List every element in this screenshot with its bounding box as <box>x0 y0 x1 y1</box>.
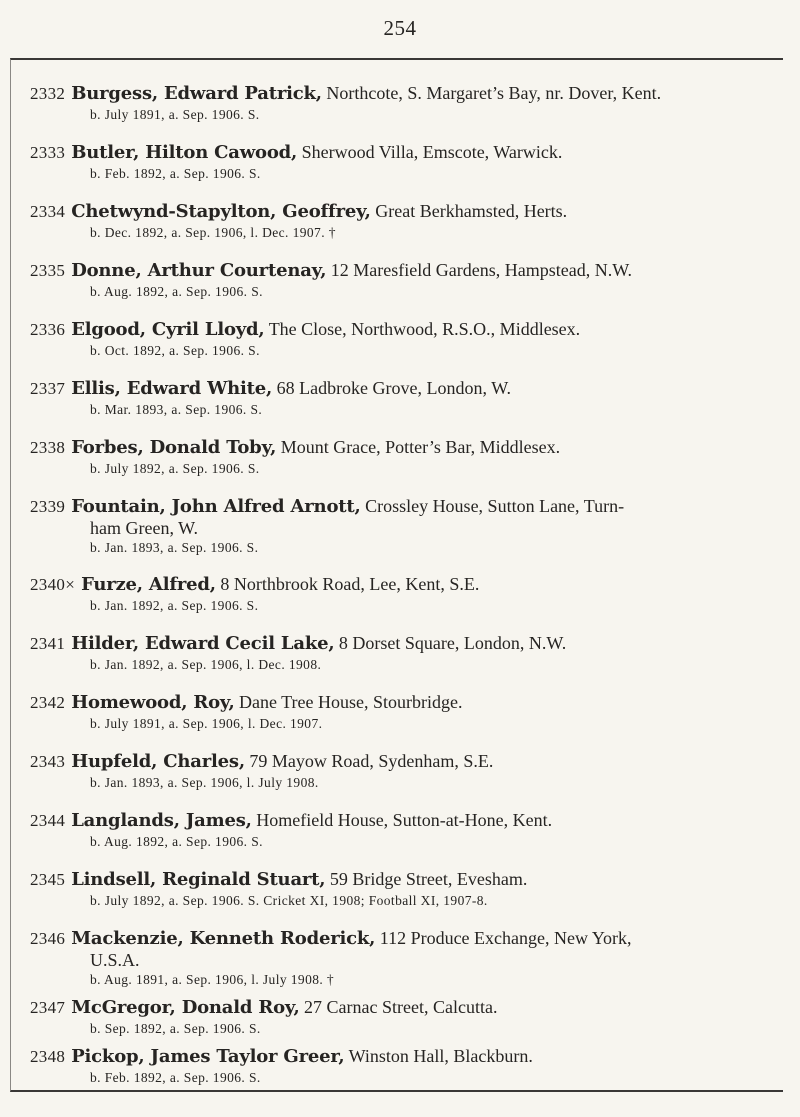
entry-number: 2346 <box>30 929 66 948</box>
entry-address: Crossley House, Sutton Lane, Turn- <box>360 496 625 516</box>
entry-name: Burgess, Edward Patrick, <box>71 83 322 104</box>
entry-address: 27 Carnac Street, Calcutta. <box>299 997 498 1017</box>
entry-address: Winston Hall, Blackburn. <box>344 1046 533 1066</box>
entry-details: b. Jan. 1893, a. Sep. 1906. S. <box>90 540 259 555</box>
register-entry <box>30 141 770 184</box>
entry-number: 2338 <box>30 438 66 457</box>
entry-number: 2333 <box>30 143 66 162</box>
entry-details: b. Aug. 1892, a. Sep. 1906. S. <box>90 834 263 849</box>
entry-details: b. July 1891, a. Sep. 1906. S. <box>90 107 260 122</box>
entry-details: b. Feb. 1892, a. Sep. 1906. S. <box>90 1070 261 1085</box>
register-entry <box>30 200 770 243</box>
entry-number: 2337 <box>30 379 66 398</box>
entry-address: Northcote, S. Margaret’s Bay, nr. Dover, Kent. <box>321 83 662 103</box>
entry-number: 2342 <box>30 693 66 712</box>
entry-number: 2347 <box>30 998 66 1017</box>
entry-address: 79 Mayow Road, Sydenham, S.E. <box>244 751 494 771</box>
entry-details: b. Dec. 1892, a. Sep. 1906, l. Dec. 1907. † <box>90 225 336 240</box>
entry-details: b. Aug. 1892, a. Sep. 1906. S. <box>90 284 263 299</box>
entry-address: Homefield House, Sutton-at-Hone, Kent. <box>251 810 553 830</box>
entry-name: Hupfeld, Charles, <box>71 751 245 772</box>
entry-details: b. Jan. 1892, a. Sep. 1906, l. Dec. 1908. <box>90 657 322 672</box>
entry-name: Butler, Hilton Cawood, <box>71 142 298 163</box>
entry-address-continued: ham Green, W. <box>90 518 198 538</box>
entry-address: 68 Ladbroke Grove, London, W. <box>272 378 512 398</box>
entry-number: 2336 <box>30 320 66 339</box>
entry-name: Hilder, Edward Cecil Lake, <box>71 633 335 654</box>
entry-number: 2339 <box>30 497 66 516</box>
entry-number: 2348 <box>30 1047 66 1066</box>
register-entry <box>30 1045 770 1088</box>
entry-name: Ellis, Edward White, <box>71 378 273 399</box>
register-entry <box>30 632 770 675</box>
entry-details: b. Oct. 1892, a. Sep. 1906. S. <box>90 343 260 358</box>
register-entry <box>30 809 770 852</box>
register-entry <box>30 495 770 558</box>
register-entry <box>30 996 770 1039</box>
entry-details: b. Jan. 1893, a. Sep. 1906, l. July 1908. <box>90 775 319 790</box>
register-entry <box>30 82 770 125</box>
entry-name: Mackenzie, Kenneth Roderick, <box>71 928 376 949</box>
entry-details: b. July 1892, a. Sep. 1906. S. Cricket XI, 1908; Football XI, 1907-8. <box>90 893 488 908</box>
entry-name: Langlands, James, <box>71 810 252 831</box>
register-entry <box>30 750 770 793</box>
entry-details: b. Feb. 1892, a. Sep. 1906. S. <box>90 166 261 181</box>
register-entry <box>30 573 770 616</box>
page-number: 254 <box>383 16 417 40</box>
entry-address: Sherwood Villa, Emscote, Warwick. <box>297 142 563 162</box>
entry-details: b. Aug. 1891, a. Sep. 1906, l. July 1908. † <box>90 972 335 987</box>
entry-number: 2341 <box>30 634 66 653</box>
entry-name: Lindsell, Reginald Stuart, <box>71 869 326 890</box>
entry-number: 2343 <box>30 752 66 771</box>
entry-number: 2344 <box>30 811 66 830</box>
entry-details: b. Mar. 1893, a. Sep. 1906. S. <box>90 402 263 417</box>
entry-details: b. July 1891, a. Sep. 1906, l. Dec. 1907. <box>90 716 323 731</box>
entry-address: 8 Northbrook Road, Lee, Kent, S.E. <box>215 574 480 594</box>
entry-number: 2334 <box>30 202 66 221</box>
entry-name: Chetwynd-Stapylton, Geoffrey, <box>71 201 371 222</box>
entry-address: Great Berkhamsted, Herts. <box>370 201 568 221</box>
entry-name: Furze, Alfred, <box>81 574 216 595</box>
entry-number: 2335 <box>30 261 66 280</box>
entry-name: Forbes, Donald Toby, <box>71 437 277 458</box>
entry-name: Pickop, James Taylor Greer, <box>71 1046 345 1067</box>
entry-address: 112 Produce Exchange, New York, <box>375 928 632 948</box>
entry-details: b. Sep. 1892, a. Sep. 1906. S. <box>90 1021 261 1036</box>
register-entry <box>30 436 770 479</box>
entry-details: b. July 1892, a. Sep. 1906. S. <box>90 461 260 476</box>
entry-address: 59 Bridge Street, Evesham. <box>325 869 528 889</box>
register-entry <box>30 691 770 734</box>
register-entry <box>30 868 770 911</box>
entry-name: Donne, Arthur Courtenay, <box>71 260 327 281</box>
entry-name: McGregor, Donald Roy, <box>71 997 300 1018</box>
entry-name: Elgood, Cyril Lloyd, <box>71 319 265 340</box>
entry-number: 2345 <box>30 870 66 889</box>
entry-name: Fountain, John Alfred Arnott, <box>71 496 361 517</box>
register-entry <box>30 259 770 302</box>
entry-name: Homewood, Roy, <box>71 692 235 713</box>
entry-number: 2332 <box>30 84 66 103</box>
entry-address: 12 Maresfield Gardens, Hampstead, N.W. <box>326 260 633 280</box>
entry-address: 8 Dorset Square, London, N.W. <box>334 633 567 653</box>
entry-address: The Close, Northwood, R.S.O., Middlesex. <box>264 319 581 339</box>
register-entry <box>30 318 770 361</box>
register-entry <box>30 927 770 990</box>
entry-address: Mount Grace, Potter’s Bar, Middlesex. <box>276 437 561 457</box>
entry-number: 2340× <box>30 575 76 594</box>
register-entry <box>30 377 770 420</box>
entry-address-continued: U.S.A. <box>90 950 140 970</box>
entry-address: Dane Tree House, Stourbridge. <box>234 692 463 712</box>
entry-details: b. Jan. 1892, a. Sep. 1906. S. <box>90 598 259 613</box>
